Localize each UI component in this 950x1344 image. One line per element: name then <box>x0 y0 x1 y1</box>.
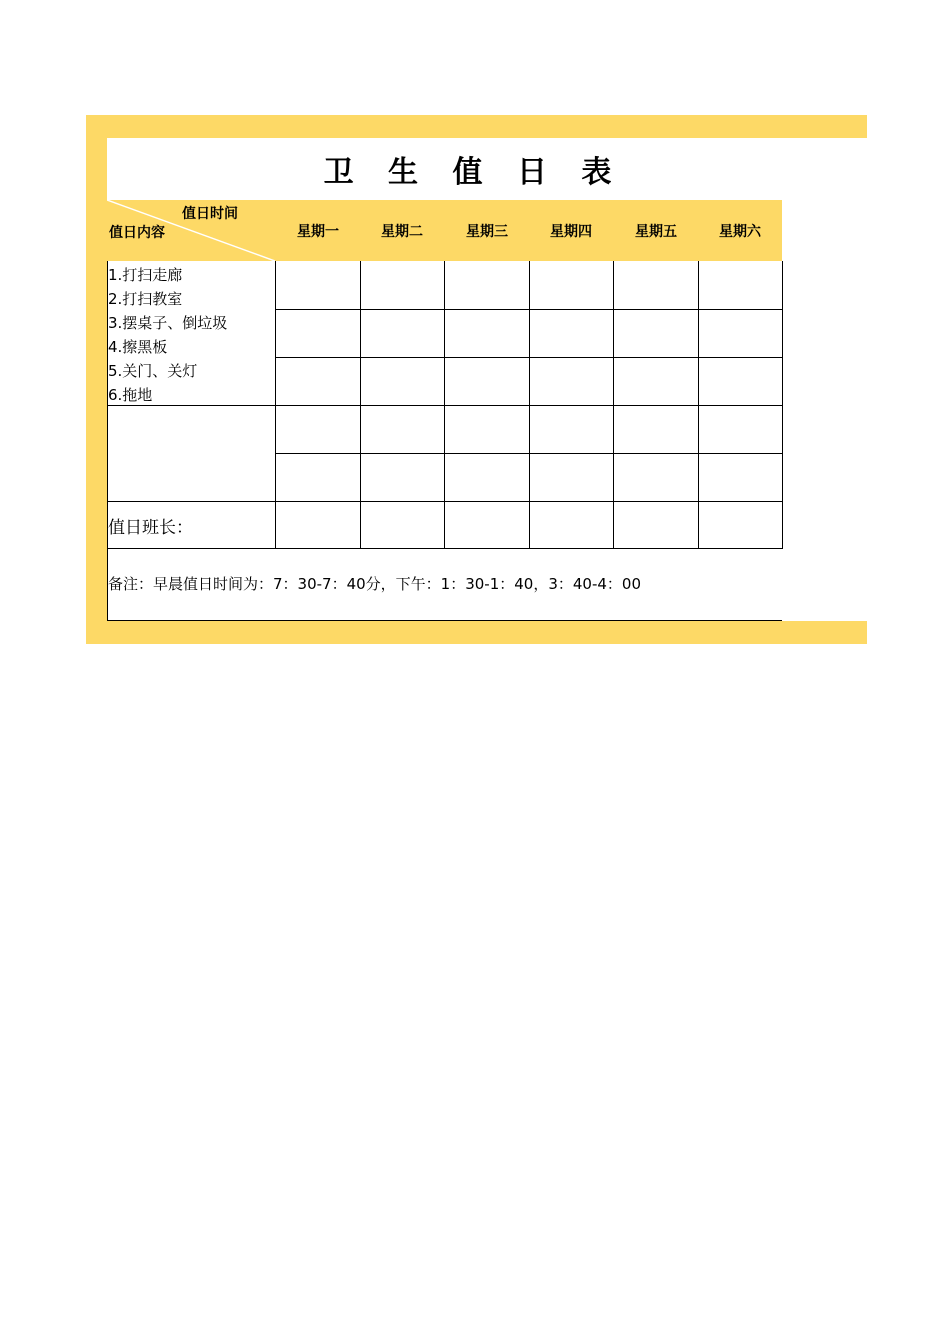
sheet-title-text: 卫 生 值 日 表 <box>323 155 624 190</box>
grid-col-line <box>360 261 361 549</box>
task-item: 1.打扫走廊 <box>108 266 183 284</box>
grid-col-line <box>698 261 699 549</box>
left-accent-band <box>86 115 107 644</box>
day-header-wed: 星期三 <box>466 223 508 240</box>
day-header-tue: 星期二 <box>381 223 423 240</box>
task-item: 5.关门、关灯 <box>108 362 198 380</box>
task-item: 6.拖地 <box>108 386 153 404</box>
task-list <box>108 263 227 407</box>
sheet-title <box>107 138 950 200</box>
grid-col-line <box>613 261 614 549</box>
grid-col-line <box>275 261 276 549</box>
day-header-mon: 星期一 <box>297 223 339 240</box>
diagonal-header-cell <box>107 200 275 261</box>
task-item: 2.打扫教室 <box>108 290 183 308</box>
grid-col-line <box>444 261 445 549</box>
grid-col-line <box>529 261 530 549</box>
time-label: 值日时间 <box>182 206 238 222</box>
table-bottom-border <box>107 620 782 621</box>
task-item: 3.摆桌子、倒垃圾 <box>108 314 228 332</box>
note-text: 备注：早晨值日时间为：7：30-7：40分，下午：1：30-1：40，3：40-4：00 <box>108 575 642 593</box>
day-header-fri: 星期五 <box>635 223 677 240</box>
day-header-thu: 星期四 <box>550 223 592 240</box>
top-accent-band <box>86 115 867 138</box>
day-header-sat: 星期六 <box>719 223 761 240</box>
monitor-label: 值日班长： <box>108 517 193 538</box>
grid-col-line <box>782 261 783 549</box>
content-label: 值日内容 <box>109 225 165 241</box>
task-item: 4.擦黑板 <box>108 338 168 356</box>
bottom-accent-band <box>86 621 867 644</box>
